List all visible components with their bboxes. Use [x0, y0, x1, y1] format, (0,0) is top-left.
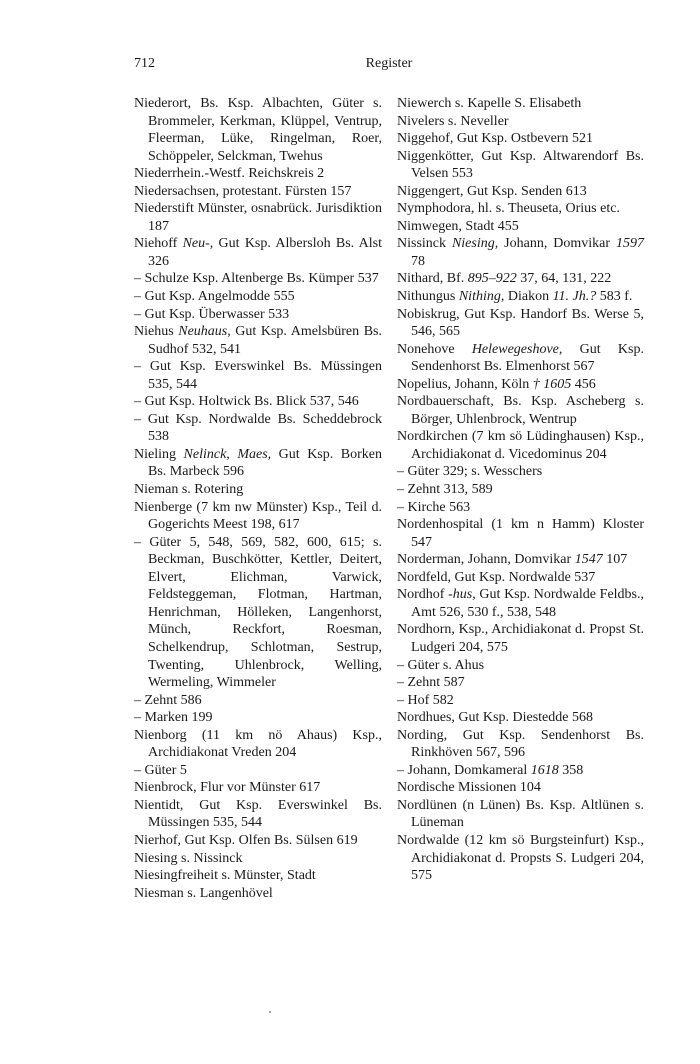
index-entry [397, 516, 644, 551]
index-entry [397, 551, 644, 569]
index-entry [134, 393, 382, 411]
index-entry [134, 200, 382, 235]
index-entry-text: – Johann, Domkameral [397, 762, 531, 778]
index-entry [397, 113, 644, 131]
index-entry-text: Norderman, Johann, Domvikar [397, 552, 575, 568]
index-entry [397, 95, 644, 113]
index-entry [134, 797, 382, 832]
index-entry-text: Nordbauerschaft, Bs. Ksp. Ascheberg s. Börger, Uhlenbrock, Wentrup [397, 394, 644, 427]
index-entry [134, 850, 382, 868]
index-entry-text: , Diakon [500, 289, 553, 305]
index-entry-text: Niewerch s. Kapelle S. Elisabeth [397, 96, 582, 111]
index-entry [397, 218, 644, 236]
index-entry [134, 499, 382, 534]
index-entry-text: , Gut Ksp. Nordwalde Feldbs., Amt 526, 530 f., 538, 548 [411, 587, 644, 620]
index-entry [397, 200, 644, 218]
index-entry-text: Nordkirchen (7 km sö Lüdinghausen) Ksp., Archidiakonat d. Vicedominus 204 [397, 429, 644, 462]
index-entry-italic: -hus [448, 587, 473, 603]
index-entry-text: Niederrhein.-Westf. Reichskreis 2 [134, 166, 325, 182]
index-entry [134, 411, 382, 446]
index-entry-text: Niggehof, Gut Ksp. Ostbevern 521 [397, 131, 593, 147]
page-number: 712 [134, 56, 155, 71]
index-entry-italic: † 1605 [532, 376, 572, 392]
index-entry [134, 235, 382, 270]
index-entry-text: Nordische Missionen 104 [397, 780, 541, 796]
index-entry-text: – Güter 5, 548, 569, 582, 600, 615; s. Beckman, Buschkötter, Kettler, Deitert, Elvert, Elichman, Varwick, Feldsteggeman, Flotman, Hartman, Henrichman, Hölleken, Langenhorst, Münch, Reckfort, Roesman, Schelkendrup, Schlotman, Sestrup, Twenting, Uhlenbrock, Welling, Wermeling, Wimmeler [134, 534, 382, 691]
index-entry [134, 306, 382, 324]
index-entry-text: Nordhof [397, 587, 449, 603]
index-entry [397, 428, 644, 463]
index-entry [134, 288, 382, 306]
index-entry-text: , Gut Ksp. Sendenhorst Bs. Elmenhorst 567 [411, 341, 644, 375]
index-entry [397, 762, 644, 780]
page-header [134, 56, 644, 76]
index-entry [397, 727, 644, 762]
index-entry-text: Niederstift Münster, osnabrück. Jurisdiktion 187 [134, 201, 382, 234]
index-entry-text: – Gut Ksp. Nordwalde Bs. Scheddebrock 538 [134, 411, 382, 445]
index-entry [397, 235, 644, 270]
index-entry [134, 534, 382, 692]
index-entry [397, 797, 644, 832]
index-entry [397, 499, 644, 517]
index-entry-text: – Güter 329; s. Wesschers [397, 464, 543, 480]
index-entry [397, 779, 644, 797]
index-entry-text: – Kirche 563 [397, 499, 471, 515]
index-entry-text: Nordhues, Gut Ksp. Diestedde 568 [397, 710, 593, 726]
index-entry [397, 393, 644, 428]
index-entry [397, 376, 644, 394]
index-entry-italic: 1618 [530, 762, 559, 778]
index-entry [397, 586, 644, 621]
index-entry-text: Gut Ksp. Borken Bs. Marbeck 596 [148, 446, 382, 480]
index-entry-text: Nivelers s. Neveller [397, 113, 509, 129]
index-entry [134, 885, 382, 903]
index-entry [397, 657, 644, 675]
index-entry-text: – Güter s. Ahus [397, 657, 485, 673]
index-entry-text: Niesing s. Nissinck [134, 850, 243, 866]
index-entry-text: Nithard, Bf. [397, 271, 468, 287]
index-entry [397, 674, 644, 692]
index-entry [397, 692, 644, 710]
index-entry [397, 569, 644, 587]
index-entry [134, 779, 382, 797]
index-entry-text: Niggenkötter, Gut Ksp. Altwarendorf Bs. Velsen 553 [397, 148, 644, 182]
index-entry-text: Nymphodora, hl. s. Theuseta, Orius etc. [397, 201, 620, 217]
index-entry-text: Niggengert, Gut Ksp. Senden 613 [397, 183, 587, 199]
index-column-right [397, 95, 644, 885]
index-entry-text: Niedersachsen, protestant. Fürsten 157 [134, 183, 352, 199]
page-footer-mark [268, 1010, 272, 1014]
index-entry-text: Nientidt, Gut Ksp. Everswinkel Bs. Müssingen 535, 544 [134, 797, 382, 831]
index-entry [397, 148, 644, 183]
index-entry [397, 832, 644, 885]
index-entry-text: – Zehnt 313, 589 [397, 482, 493, 498]
index-entry-text: Niesingfreiheit s. Münster, Stadt [134, 868, 316, 884]
index-entry-text: , Gut Ksp. Amelsbüren Bs. Sudhof 532, 541 [148, 324, 382, 357]
index-entry-text: – Zehnt 587 [397, 675, 465, 691]
index-entry-text: – Hof 582 [397, 692, 454, 708]
index-entry-text: Nienborg (11 km nö Ahaus) Ksp., Archidiakonat Vreden 204 [134, 727, 382, 761]
index-entry-text: Niesman s. Langenhövel [134, 885, 273, 901]
index-entry-italic: Nelinck, Maes, [183, 446, 272, 462]
index-entry-text: Niederort, Bs. Ksp. Albachten, Güter s. Brommeler, Kerkman, Klüppel, Ventrup, Fleerman, Lüke, Ringelman, Roer, Schöppeler, Selckman, Twehus [134, 96, 382, 164]
index-entry-text: , Johann, Domvikar [494, 236, 616, 252]
index-entry-italic: Niesing [451, 236, 495, 252]
index-entry-text: Niehus [134, 324, 179, 340]
index-entry [397, 130, 644, 148]
index-entry-text: – Schulze Ksp. Altenberge Bs. Kümper 537 [134, 271, 379, 287]
index-entry [134, 358, 382, 393]
index-entry-italic: Neu- [182, 236, 210, 252]
index-entry-text: Niehoff [134, 236, 183, 252]
index-entry-text: Nithungus [397, 289, 459, 305]
index-entry [134, 95, 382, 165]
index-entry-text: – Gut Ksp. Holtwick Bs. Blick 537, 546 [134, 394, 359, 410]
index-entry-italic: Nithing [458, 289, 501, 305]
index-entry-italic: Helewegeshove [471, 341, 559, 357]
index-entry-text: Nordfeld, Gut Ksp. Nordwalde 537 [397, 569, 596, 585]
index-entry [397, 481, 644, 499]
index-entry-text: Nierhof, Gut Ksp. Olfen Bs. Sülsen 619 [134, 832, 358, 848]
index-entry [134, 183, 382, 201]
index-entry-text: Nobiskrug, Gut Ksp. Handorf Bs. Werse 5, 546, 565 [397, 306, 644, 340]
index-entry [134, 165, 382, 183]
index-entry [134, 867, 382, 885]
index-entry-text: – Gut Ksp. Überwasser 533 [134, 306, 290, 322]
index-entry-text: 358 [558, 762, 584, 778]
index-entry [134, 727, 382, 762]
index-entry [134, 709, 382, 727]
index-entry-text: Nording, Gut Ksp. Sendenhorst Bs. Rinkhöven 567, 596 [397, 727, 644, 761]
index-entry-text: Nopelius, Johann, Köln [397, 376, 533, 392]
index-entry-text: 37, 64, 131, 222 [516, 271, 612, 287]
index-entry-text: Nienbrock, Flur vor Münster 617 [134, 780, 321, 796]
index-entry [134, 762, 382, 780]
index-entry [397, 709, 644, 727]
index-entry-text: 107 [602, 552, 628, 568]
index-entry-text: – Güter 5 [134, 762, 187, 778]
index-entry-text: 456 [571, 376, 596, 392]
running-title: Register [365, 56, 413, 71]
index-entry-text: – Zehnt 586 [134, 692, 202, 708]
index-entry-italic: Neuhaus [178, 324, 228, 340]
index-entry [134, 692, 382, 710]
index-entry-text: Nissinck [397, 236, 452, 252]
index-entry [397, 270, 644, 288]
index-entry [397, 306, 644, 341]
index-entry-italic: 895–922 [467, 271, 517, 287]
index-entry-text: Nieling [134, 446, 184, 462]
index-entry-text: Nonehove [397, 341, 472, 357]
index-entry-text: Nieman s. Rotering [134, 482, 244, 498]
index-entry-text: , Gut Ksp. Albersloh Bs. Alst 326 [148, 236, 382, 269]
index-entry-italic: 11. Jh.? [552, 289, 597, 305]
index-entry [397, 463, 644, 481]
index-entry-italic: 1597 [616, 236, 644, 252]
index-entry-text: Nordhorn, Ksp., Archidiakonat d. Propst St. Ludgeri 204, 575 [397, 622, 644, 655]
index-entry-text: 583 f. [596, 289, 633, 305]
index-column-left [134, 95, 382, 902]
index-entry [134, 270, 382, 288]
index-entry-text: 78 [411, 253, 425, 269]
index-entry [134, 832, 382, 850]
index-entry-text: – Marken 199 [134, 710, 213, 726]
index-entry-text: – Gut Ksp. Angelmodde 555 [134, 289, 295, 305]
index-entry [134, 323, 382, 358]
index-entry [397, 288, 644, 306]
index-entry-text: Nienberge (7 km nw Münster) Ksp., Teil d. Gogerichts Meest 198, 617 [134, 499, 382, 533]
index-entry-text: – Gut Ksp. Everswinkel Bs. Müssingen 535, 544 [134, 359, 382, 392]
index-entry-text: Nimwegen, Stadt 455 [397, 218, 519, 234]
index-entry [134, 481, 382, 499]
index-entry [397, 341, 644, 376]
index-entry-text: Nordwalde (12 km sö Burgsteinfurt) Ksp., Archidiakonat d. Propsts S. Ludgeri 204, 575 [397, 832, 644, 884]
index-entry-italic: 1547 [574, 552, 603, 568]
index-entry [397, 183, 644, 201]
index-entry-text: Nordenhospital (1 km n Hamm) Kloster 547 [397, 517, 644, 550]
index-entry [397, 621, 644, 656]
index-entry-text: Nordlünen (n Lünen) Bs. Ksp. Altlünen s. Lüneman [397, 797, 644, 831]
index-entry [134, 446, 382, 481]
